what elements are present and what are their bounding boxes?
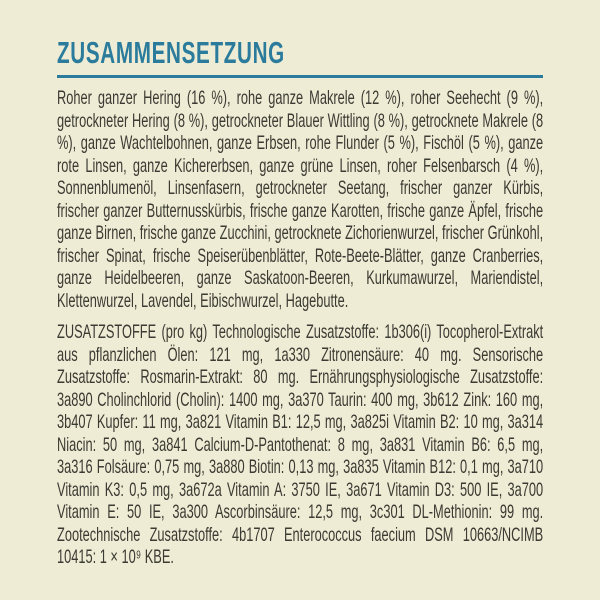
additives-text: ZUSATZSTOFFE (pro kg) Technologische Zusatzstoffe: 1b306(i) Tocopherol-Extrakt aus pflanzlichen Ölen: 121 mg, 1a330 Zitronensäure: 40 mg. Sensorische Zusatzstoffe: Rosmarin-Extrakt: 80 mg. Ernährungsphysiologische Zusatzstoffe: 3a890 Cholinchlorid (Cholin): 1400 mg, 3a370 Taurin: 400 mg, 3b612 Zink: 160 mg, 3b407 Kupfer: 11 mg, 3a821 Vitamin B1: 12,5 mg, 3a825i Vitamin B2: 10 mg, 3a314 Niacin: 50 mg, 3a841 Calcium-D-Pantothenat: 8 mg, 3a831 Vitamin B6: 6,5 mg, 3a316 Folsäure: 0,75 mg, 3a880 Biotin: 0,13 mg, 3a835 Vitamin B12: 0,1 mg, 3a710 Vitamin K3: 0,5 mg, 3a672a Vitamin A: 3750 IE, 3a671 Vitamin D3: 500 IE, 3a700 Vitamin E: 50 IE, 3a300 Ascorbinsäure: 12,5 mg, 3c301 DL-Methionin: 99 mg. Zootechnische Zusatzstoffe: 4b1707 Enterococcus faecium DSM 10663/NCIMB 10415: 1 × 10⁹ KBE. xyxy=(57,321,544,568)
additives-section xyxy=(57,321,543,569)
label-content xyxy=(57,36,543,569)
composition-text: Roher ganzer Hering (16 %), rohe ganze Makrele (12 %), roher Seehecht (9 %), getrockneter Hering (8 %), getrockneter Blauer Wittling (8 %), getrocknete Makrele (8 %), ganze Wachtelbohnen, ganze Erbsen, rohe Flunder (5 %), Fischöl (5 %), ganze rote Linsen, ganze Kichererbsen, ganze grüne Linsen, roher Felsenbarsch (4 %), Sonnenblumenöl, Linsenfasern, getrockneter Seetang, frischer ganzer Kürbis, frischer ganzer Butternusskürbis, frische ganze Karotten, frische ganze Äpfel, frische ganze Birnen, frische ganze Zucchini, getrocknete Zichorienwurzel, frischer Grünkohl, frischer Spinat, frische Speiserübenblätter, Rote-Beete-Blätter, ganze Cranberries, ganze Heidelbeeren, ganze Saskatoon-Beeren, Kurkumawurzel, Mariendistel, Klettenwurzel, Lavendel, Eibischwurzel, Hagebutte. xyxy=(57,87,544,312)
title-underline xyxy=(57,75,543,78)
composition-section xyxy=(57,87,543,312)
section-title: ZUSAMMENSETZUNG xyxy=(57,35,285,70)
